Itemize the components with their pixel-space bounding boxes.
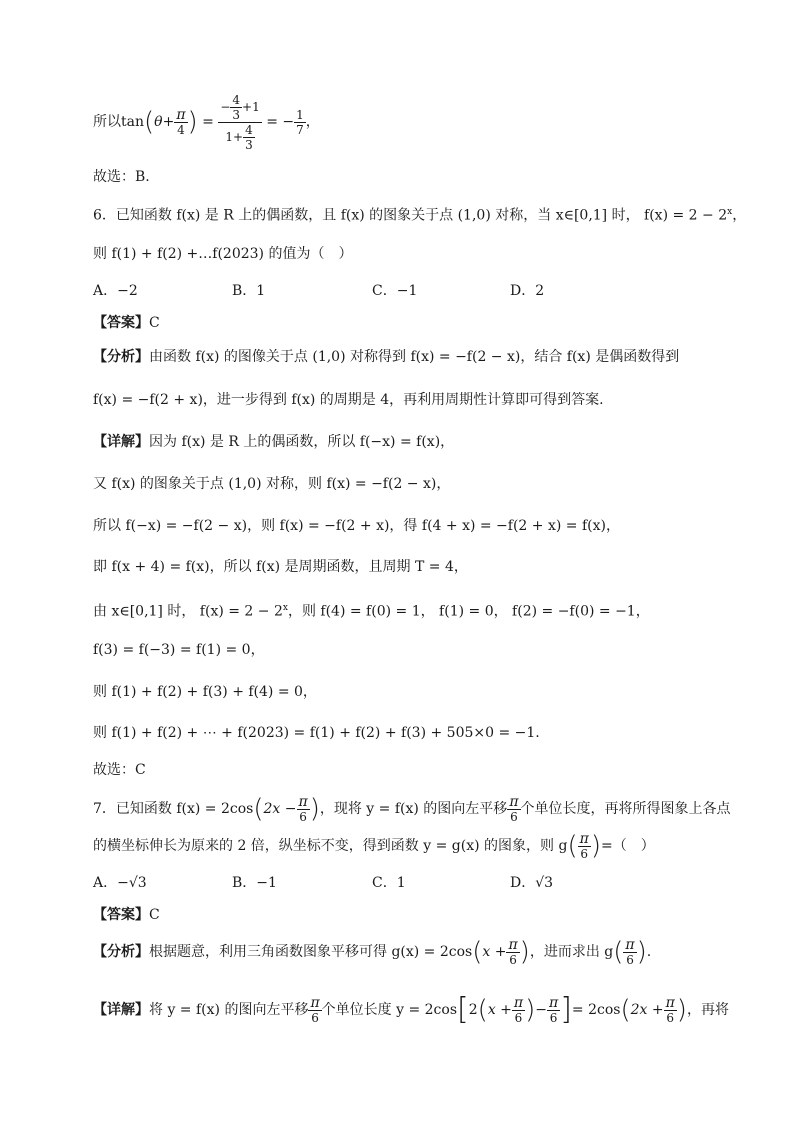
six: 6 <box>510 809 518 824</box>
tan-label: tan <box>121 114 144 130</box>
de-h: ，再将 <box>686 1002 729 1018</box>
q6-detail7: 则 f(1) + f(2) + f(3) + f(4) = 0， <box>93 684 317 700</box>
answer-tag: 【答案】 <box>93 315 149 331</box>
big-frac-num <box>218 93 261 123</box>
de-d: x + <box>487 1002 512 1018</box>
paren-l: ( <box>567 831 578 861</box>
de-f: = 2cos <box>571 1002 621 1018</box>
an-d: . <box>646 944 652 960</box>
four-thirds-bottom <box>243 123 255 152</box>
paren-l: ( <box>472 937 483 967</box>
n-bot: 4 <box>245 122 253 137</box>
paren-l: ( <box>477 995 488 1025</box>
detail-tag: 【详解】 <box>93 434 149 450</box>
paren-l: ( <box>613 937 624 967</box>
q6-line1 <box>93 201 747 227</box>
de-b: 个单位长度 y = 2cos <box>321 1002 458 1018</box>
de-e: − <box>535 1002 547 1018</box>
pi: π <box>310 994 320 1011</box>
paren-l: ( <box>620 995 631 1025</box>
pi-over-6-f <box>308 996 321 1025</box>
left-paren: ( <box>144 107 155 137</box>
r-num: 1 <box>296 107 304 122</box>
tan-result-line <box>93 92 733 152</box>
q7-l1d: 个单位长度，再将所得图象上各点 <box>520 801 731 817</box>
six: 6 <box>514 1010 523 1025</box>
q6-option-b: B．1 <box>232 283 266 299</box>
pi: π <box>625 936 635 953</box>
q7-analysis <box>93 930 733 974</box>
six: 6 <box>626 952 634 967</box>
tail-comma: ， <box>305 114 320 130</box>
an-b: x + <box>482 944 507 960</box>
plus-one: +1 <box>242 99 260 114</box>
bracket-l: [ <box>457 992 469 1027</box>
d5b: ，则 f(4) = f(0) = 1， f(1) = 0， f(2) = −f(0) = −1， <box>287 603 650 620</box>
pi: π <box>298 793 308 810</box>
q6-analysis1 <box>93 346 733 368</box>
one-seventh <box>294 108 306 137</box>
de-c: 2 <box>468 1002 478 1018</box>
pi: π <box>579 830 589 847</box>
q6-analysis2: f(x) = −f(2 + x)，进一步得到 f(x) 的周期是 4，再利用周期性计算即可得到答案. <box>93 392 604 408</box>
an-a: 根据题意，利用三角函数图象平移可得 g(x) = 2cos <box>149 944 473 960</box>
q6-answer <box>93 312 733 334</box>
q6-detail5 <box>93 597 733 623</box>
q6-detail6: f(3) = f(−3) = f(1) = 0， <box>93 642 265 658</box>
n-top: 4 <box>232 92 241 107</box>
q7-option-b: B．−1 <box>232 875 277 891</box>
pi-over-4 <box>174 108 187 137</box>
paren-r: ) <box>519 937 530 967</box>
six: 6 <box>666 1010 675 1025</box>
equals-sign: = <box>202 114 214 130</box>
d-bot: 3 <box>245 137 253 152</box>
frac-den: 4 <box>177 122 185 137</box>
answer-tag: 【答案】 <box>93 907 149 923</box>
q7-answer <box>93 904 733 926</box>
text-prefix: 所以 <box>93 114 121 130</box>
an-c: ，进而求出 g <box>529 944 614 960</box>
d5sup: x <box>282 603 288 613</box>
paren-r: ) <box>590 831 601 861</box>
choose-b: 故选：B. <box>93 169 150 185</box>
analysis-tag: 【分析】 <box>93 944 149 960</box>
equals-neg: = − <box>266 114 295 130</box>
pi-over-6-e <box>623 938 636 967</box>
analysis-tag: 【分析】 <box>93 349 149 365</box>
q6-line2: 则 f(1) + f(2) +…f(2023) 的值为（ ） <box>93 246 353 262</box>
q7-l1b: 2x − <box>263 801 297 817</box>
pi-over-6-c <box>578 832 591 861</box>
pi-over-6-h <box>547 996 560 1025</box>
q7-option-d: D．√3 <box>510 875 554 891</box>
q6-line1-text: 6．已知函数 f(x) 是 R 上的偶函数，且 f(x) 的图象关于点 (1,0) 对称，当 x∈[0,1] 时， f(x) = 2 − 2 <box>93 207 728 224</box>
pi: π <box>665 994 675 1011</box>
paren-r: ) <box>309 794 320 824</box>
answer-value: C <box>149 315 160 331</box>
six: 6 <box>580 846 589 861</box>
pi: π <box>513 994 524 1011</box>
bracket-r: ] <box>560 992 572 1027</box>
de-a: 将 y = f(x) 的图向左平移 <box>149 1002 309 1018</box>
q6-option-c: C．−1 <box>372 283 418 299</box>
pi-over-6-a <box>297 795 310 824</box>
six: 6 <box>299 809 307 824</box>
q7-l1a: 7．已知函数 f(x) = 2cos <box>93 801 254 817</box>
detail-tag: 【详解】 <box>93 1002 149 1018</box>
paren-r: ) <box>676 995 687 1025</box>
q6-detail3: 所以 f(−x) = −f(2 − x)，则 f(x) = −f(2 + x)，得 f(4 + x) = −f(2 + x) = f(x)， <box>93 518 620 534</box>
q7-l1c: ，现将 y = f(x) 的图向左平移 <box>319 801 508 817</box>
q7-l2b: =（ ） <box>600 838 655 854</box>
paren-r: ) <box>525 995 536 1025</box>
q7-detail <box>93 986 733 1034</box>
pi: π <box>548 994 559 1011</box>
six: 6 <box>549 1010 558 1025</box>
frac-num: π <box>176 106 186 123</box>
analysis-text1: 由函数 f(x) 的图像关于点 (1,0) 对称得到 f(x) = −f(2 − x)，结合 f(x) 是偶函数得到 <box>149 349 680 365</box>
six: 6 <box>311 1010 319 1025</box>
q6-detail8: 则 f(1) + f(2) + ⋯ + f(2023) = f(1) + f(2) + f(3) + 505×0 = −1. <box>93 725 540 741</box>
q6-line1-end: ， <box>732 207 747 224</box>
six: 6 <box>509 952 517 967</box>
q7-option-a: A．−√3 <box>93 875 147 891</box>
de-g: 2x + <box>630 1002 664 1018</box>
detail-text1: 因为 f(x) 是 R 上的偶函数，所以 f(−x) = f(x)， <box>149 434 455 450</box>
paren-r: ) <box>636 937 647 967</box>
q6-choose: 故选：C <box>93 762 146 778</box>
theta-plus: θ+ <box>154 114 175 130</box>
big-frac-den <box>218 123 261 152</box>
d5a: 由 x∈[0,1] 时， f(x) = 2 − 2 <box>93 603 283 620</box>
r-den: 7 <box>296 122 304 137</box>
pi: π <box>508 936 518 953</box>
big-fraction <box>218 93 261 152</box>
one-plus: 1+ <box>225 129 244 144</box>
pi-over-6-g <box>512 996 525 1025</box>
q6-detail2: 又 f(x) 的图象关于点 (1,0) 对称，则 f(x) = −f(2 − x)， <box>93 476 451 492</box>
q7-option-c: C．1 <box>372 875 406 891</box>
pi: π <box>509 793 519 810</box>
q6-detail1 <box>93 431 733 453</box>
q7-l2a: 的横坐标伸长为原来的 2 倍，纵坐标不变，得到函数 y = g(x) 的图象，则 g <box>93 838 568 854</box>
pi-over-6-b <box>507 795 520 824</box>
q6-detail4: 即 f(x + 4) = f(x)，所以 f(x) 是周期函数，且周期 T = 4， <box>93 559 468 575</box>
neg-sign: − <box>220 99 231 114</box>
pi-over-6-i <box>664 996 677 1025</box>
q7-line2 <box>93 824 733 868</box>
q6-option-a: A．−2 <box>93 283 138 299</box>
q6-option-d: D．2 <box>510 283 545 299</box>
pi-over-6-d <box>506 938 519 967</box>
right-paren: ) <box>187 107 198 137</box>
four-thirds-top <box>230 93 242 122</box>
d-top: 3 <box>232 107 241 122</box>
answer-value: C <box>149 907 160 923</box>
paren-l: ( <box>253 794 264 824</box>
q6-line1-sup: x <box>727 207 733 217</box>
